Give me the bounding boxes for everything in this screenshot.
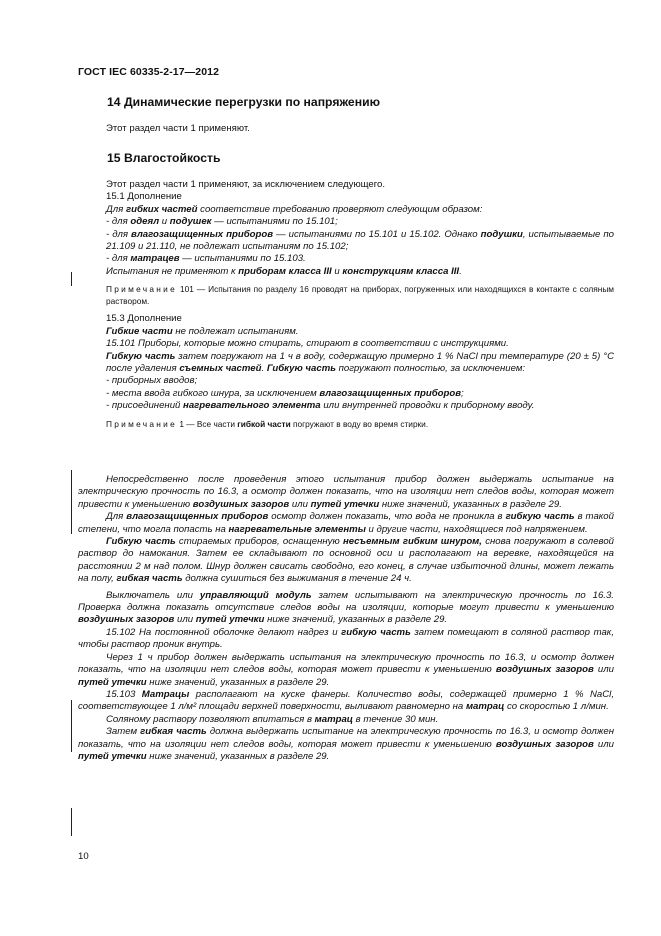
paragraph: Непосредственно после проведения этого испытания прибор должен выдержать испытание на электрическую прочность по 16.3, а осмотр должен показать, что на изоляции нет следов воды, которая может привести к уменьшению воздушных зазоров или путей утечки ниже значений, указанных в разделе 29. — [78, 474, 614, 510]
section-14-title: 14 Динамические перегрузки по напряжению — [107, 95, 380, 109]
paragraph: Выключатель или управляющий модуль затем испытывают на электрическую прочность по 16.3. Проверка должна показать отсутствие следов воды на изоляции, которые могут привести к уменьшению воздушных зазоров или путей утечки ниже значений, указанных в разделе 29. — [78, 589, 614, 626]
list-item: - для матрацев — испытаниями по 15.103. — [106, 253, 306, 265]
list-item: - для одеял и подушек — испытаниями по 15.101; — [106, 216, 338, 228]
note-1: Примечание 1 — Все части гибкой части погружают в воду во время стирки. — [106, 418, 429, 429]
document-header: ГОСТ IEC 60335-2-17—2012 — [78, 66, 220, 78]
list-item: - места ввода гибкого шнура, за исключением влагозащищенных приборов; — [106, 387, 464, 399]
paragraph: Гибкую часть стираемых приборов, оснащенную несъемным гибким шнуром, снова погружают в солевой раствор до намокания. Затем ее складывают по основной оси и располагают на веревке, находящейся на расстоянии 2 м над полом. Шнур должен свисать свободно, его конец, в случае избыточной длины, может лежать на полу, гибкая часть должна сушиться без выжимания в течение 24 ч. — [78, 536, 615, 585]
paragraph: Испытания не применяют к приборам класса III и конструкциям класса III. — [106, 265, 462, 277]
paragraph: Затем гибкая часть должна выдержать испытание на электрическую прочность по 16.3, и осмотр должен показать, что на изоляции нет следов воды, которая может привести к уменьшению воздушных зазоров или путей утечки ниже значений, указанных в разделе 29. — [78, 726, 615, 762]
change-bar — [71, 700, 72, 752]
paragraph: Для влагозащищенных приборов осмотр должен показать, что вода не проникла в гибкую часть в такой степени, что могла попасть на нагревательные элементы и другие части, находящиеся под напряжением. — [78, 511, 614, 535]
paragraph: Для гибких частей соответствие требованию проверяют следующим образом: — [106, 203, 483, 215]
paragraph: Через 1 ч прибор должен выдержать испытания на электрическую прочность по 16.3, и осмотр должен показать, что на изоляции нет следов воды, которая может привести к уменьшению воздушных зазоров или путей утечки ниже значений, указанных в разделе 29. — [78, 651, 614, 688]
change-bar — [71, 470, 72, 534]
subclause-heading: 15.1 Дополнение — [106, 191, 182, 203]
section-15-body — [106, 179, 614, 436]
section-15-body-continued — [78, 474, 614, 763]
list-item: - присоединений нагревательного элемента или внутренней проводки к приборному вводу. — [106, 400, 535, 412]
list-item: - приборных вводов; — [106, 375, 198, 387]
clause-15-101: 15.101 Приборы, которые можно стирать, стирают в соответствии с инструкциями. — [106, 338, 509, 350]
clause-15-103: 15.103 Матрацы располагают на куске фанеры. Количество воды, содержащей примерно 1 % NaCl, соответствующее 1 л/м² площади верхней поверхности, выливают равномерно на матрац со скоростью 1 л/мин. — [78, 688, 614, 713]
paragraph: Гибкую часть затем погружают на 1 ч в воду, содержащую примерно 1 % NaCl при температуре (20 ± 5) °С после удаления съемных частей. Гибкую часть погружают полностью, за исключением: — [106, 350, 614, 375]
page-number: 10 — [78, 851, 89, 862]
paragraph: Этот раздел части 1 применяют, за исключением следующего. — [106, 179, 386, 190]
section-15-title: 15 Влагостойкость — [107, 151, 221, 165]
clause-15-102: 15.102 На постоянной оболочке делают надрез и гибкую часть затем помещают в соляной раствор так, чтобы раствор проник внутрь. — [78, 626, 614, 651]
list-item: - для влагозащищенных приборов — испытаниями по 15.101 и 15.102. Однако подушки, испытываемые по 21.109 и 21.110, не подлежат испытаниям по 15.102; — [106, 228, 614, 253]
change-bar — [71, 808, 72, 836]
note-101: Примечание 101 — Испытания по разделу 16 проводят на приборах, погруженных или находящихся в контакте с соляным раствором. — [106, 284, 614, 306]
change-bar — [71, 272, 72, 286]
paragraph: Соляному раствору позволяют впитаться в матрац в течение 30 мин. — [106, 713, 439, 725]
section-14-text: Этот раздел части 1 применяют. — [106, 123, 250, 134]
subclause-heading: 15.3 Дополнение — [106, 313, 182, 325]
paragraph: Гибкие части не подлежат испытаниям. — [106, 325, 299, 337]
